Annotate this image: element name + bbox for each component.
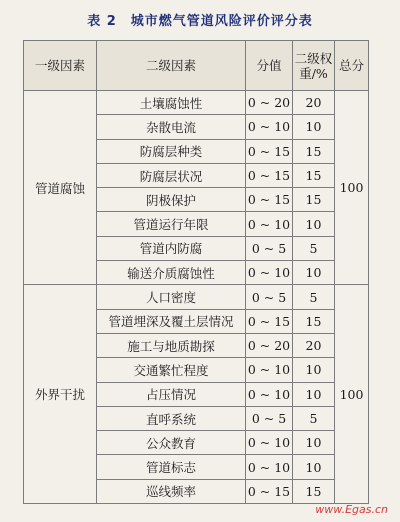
level2-factor-cell: 阴极保护 bbox=[97, 188, 246, 212]
weight-cell: 10 bbox=[293, 212, 335, 236]
header-row bbox=[24, 41, 369, 91]
total-score-cell: 100 bbox=[335, 91, 369, 285]
score-range-cell: 0 ~ 15 bbox=[246, 479, 293, 503]
level1-factor-cell: 管道腐蚀 bbox=[24, 91, 97, 285]
level2-factor-cell: 土壤腐蚀性 bbox=[97, 91, 246, 115]
score-range-cell: 0 ~ 10 bbox=[246, 382, 293, 406]
score-range-cell: 0 ~ 15 bbox=[246, 188, 293, 212]
weight-cell: 20 bbox=[293, 91, 335, 115]
score-range-cell: 0 ~ 5 bbox=[246, 236, 293, 260]
level2-factor-cell: 输送介质腐蚀性 bbox=[97, 261, 246, 285]
header-level2: 二级因素 bbox=[97, 41, 246, 91]
header-total: 总分 bbox=[335, 41, 369, 91]
weight-cell: 15 bbox=[293, 479, 335, 503]
score-range-cell: 0 ~ 5 bbox=[246, 406, 293, 430]
header-score: 分值 bbox=[246, 41, 293, 91]
risk-score-table bbox=[23, 40, 369, 504]
weight-cell: 10 bbox=[293, 115, 335, 139]
level1-factor-cell: 外界干扰 bbox=[24, 285, 97, 504]
score-range-cell: 0 ~ 10 bbox=[246, 358, 293, 382]
level2-factor-cell: 施工与地质勘探 bbox=[97, 333, 246, 357]
header-level1: 一级因素 bbox=[24, 41, 97, 91]
score-range-cell: 0 ~ 5 bbox=[246, 285, 293, 309]
level2-factor-cell: 直呼系统 bbox=[97, 406, 246, 430]
level2-factor-cell: 防腐层状况 bbox=[97, 163, 246, 187]
level2-factor-cell: 巡线频率 bbox=[97, 479, 246, 503]
level2-factor-cell: 杂散电流 bbox=[97, 115, 246, 139]
table-caption: 表 2 城市燃气管道风险评价评分表 bbox=[87, 14, 313, 29]
score-range-cell: 0 ~ 10 bbox=[246, 455, 293, 479]
score-range-cell: 0 ~ 20 bbox=[246, 333, 293, 357]
header-weight: 二级权重/% bbox=[293, 41, 335, 91]
level2-factor-cell: 管道标志 bbox=[97, 455, 246, 479]
level2-factor-cell: 防腐层种类 bbox=[97, 139, 246, 163]
weight-cell: 15 bbox=[293, 163, 335, 187]
total-score-cell: 100 bbox=[335, 285, 369, 504]
weight-cell: 5 bbox=[293, 285, 335, 309]
weight-cell: 10 bbox=[293, 431, 335, 455]
score-range-cell: 0 ~ 10 bbox=[246, 431, 293, 455]
score-range-cell: 0 ~ 15 bbox=[246, 163, 293, 187]
level2-factor-cell: 占压情况 bbox=[97, 382, 246, 406]
level2-factor-cell: 公众教育 bbox=[97, 431, 246, 455]
watermark-text: www.Egas.cn bbox=[315, 503, 388, 516]
score-range-cell: 0 ~ 20 bbox=[246, 91, 293, 115]
level2-factor-cell: 交通繁忙程度 bbox=[97, 358, 246, 382]
score-range-cell: 0 ~ 15 bbox=[246, 309, 293, 333]
weight-cell: 5 bbox=[293, 236, 335, 260]
weight-cell: 10 bbox=[293, 382, 335, 406]
weight-cell: 10 bbox=[293, 455, 335, 479]
table-row bbox=[24, 91, 369, 115]
weight-cell: 5 bbox=[293, 406, 335, 430]
score-range-cell: 0 ~ 10 bbox=[246, 261, 293, 285]
score-range-cell: 0 ~ 15 bbox=[246, 139, 293, 163]
level2-factor-cell: 管道运行年限 bbox=[97, 212, 246, 236]
score-range-cell: 0 ~ 10 bbox=[246, 115, 293, 139]
weight-cell: 20 bbox=[293, 333, 335, 357]
table-body bbox=[24, 91, 369, 504]
weight-cell: 15 bbox=[293, 188, 335, 212]
score-range-cell: 0 ~ 10 bbox=[246, 212, 293, 236]
level2-factor-cell: 管道埋深及覆土层情况 bbox=[97, 309, 246, 333]
table-row bbox=[24, 285, 369, 309]
weight-cell: 15 bbox=[293, 139, 335, 163]
level2-factor-cell: 人口密度 bbox=[97, 285, 246, 309]
weight-cell: 10 bbox=[293, 261, 335, 285]
level2-factor-cell: 管道内防腐 bbox=[97, 236, 246, 260]
weight-cell: 15 bbox=[293, 309, 335, 333]
weight-cell: 10 bbox=[293, 358, 335, 382]
